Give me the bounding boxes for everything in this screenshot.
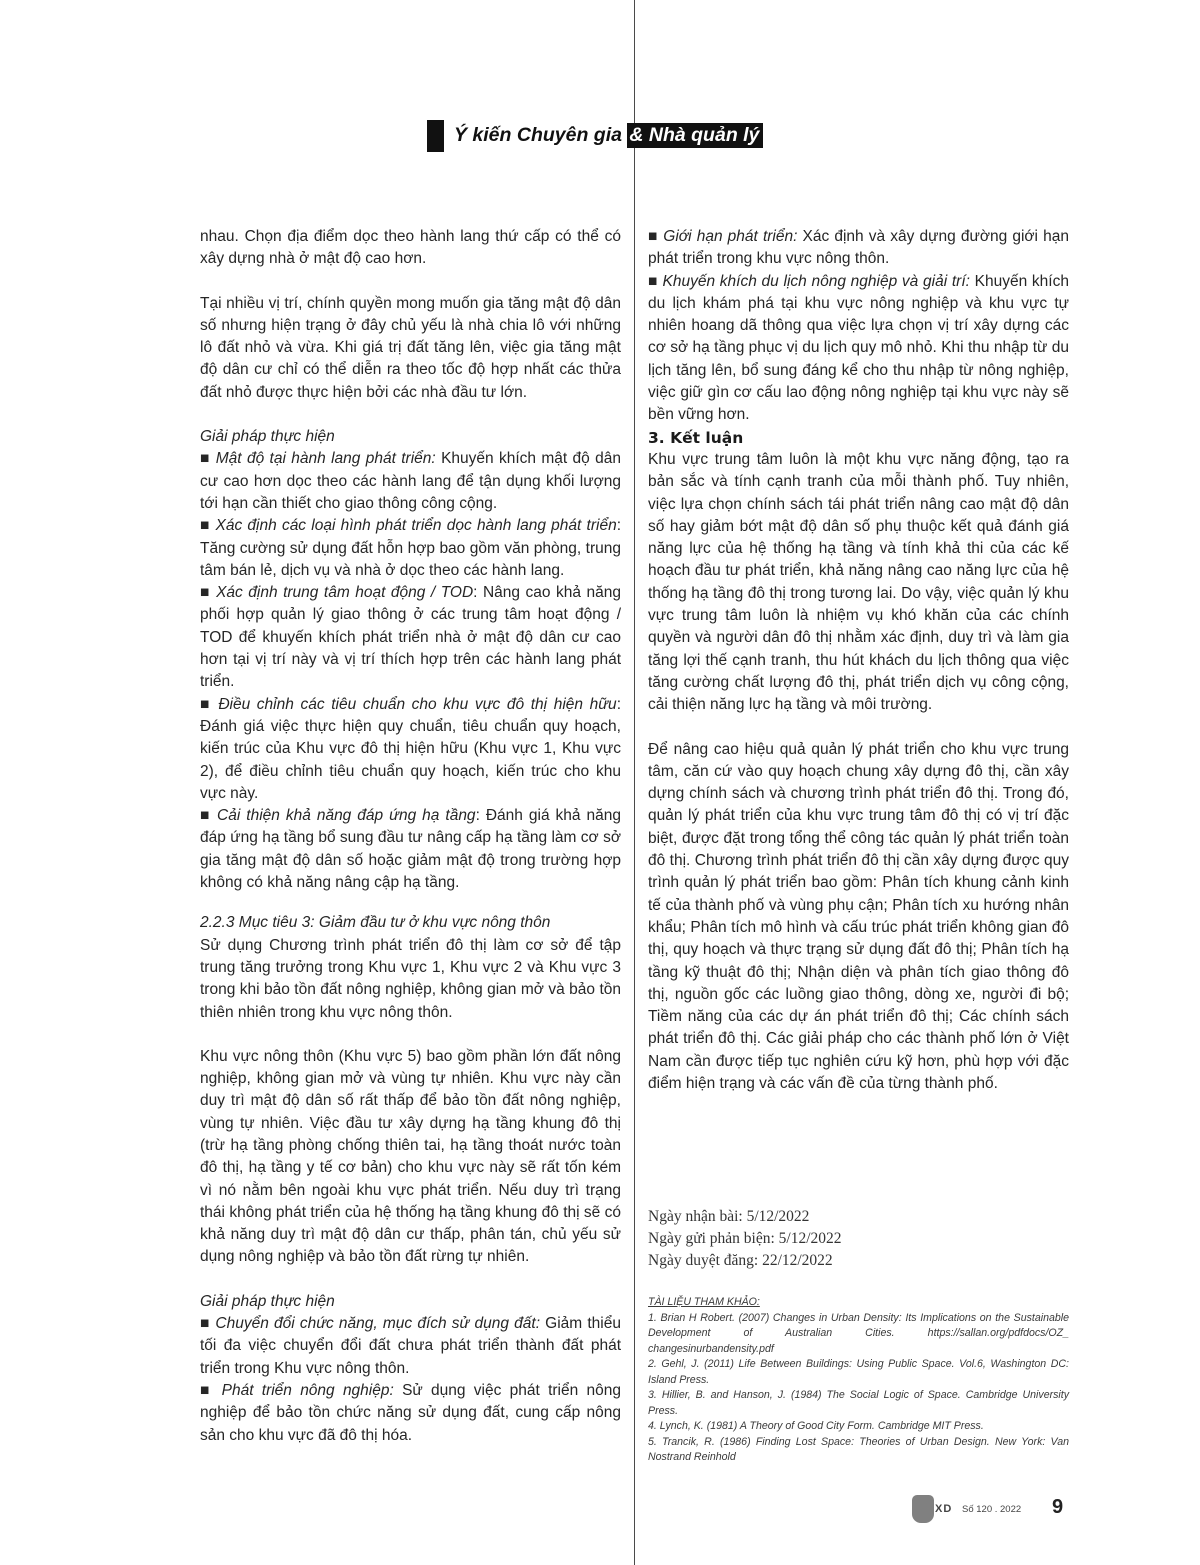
bullet-text: Khuyến khích mật độ dân cư cao hơn dọc theo các hành lang để tận dụng khối lượng tới hạn cần thiết cho giao thông công cộng. [200,450,622,512]
paragraph: Sử dụng Chương trình phát triển đô thị làm cơ sở để tập trung tăng trưởng trong Khu vực 1, Khu vực 2 và Khu vực 3 trong khi bảo tồn đất nông nghiệp, không gian mở và bảo tồn thiên nhiên trong khu vực nông thôn. [200,936,621,1021]
bullet-item [200,515,621,582]
bullet-square-icon: ■ [200,517,211,535]
bullet-item [200,448,621,515]
bullet-square-icon: ■ [648,228,659,245]
bullet-text: : Đánh giá việc thực hiện quy chuẩn, tiêu chuẩn quy hoạch, kiến trúc của Khu vực đô thị hiện hữu (Khu vực 1, Khu vực 2), để điều chỉnh tiêu chuẩn quy hoạch, kiến trúc cho khu vực này. [200,695,621,802]
header-block-mark [427,120,444,152]
bullet-label: Xác định các loại hình phát triển dọc hành lang phát triển [215,517,617,535]
date-review: Ngày gửi phản biện: 5/12/2022 [648,1230,842,1247]
paragraph: nhau. Chọn địa điểm dọc theo hành lang thứ cấp có thể có xây dựng nhà ở mật độ cao hơn. [200,228,621,268]
section-title-part1: Ý kiến Chuyên gia [454,124,622,146]
section-title-part2: & Nhà quản lý [627,123,763,148]
bullet-square-icon: ■ [200,807,212,825]
references-title: TÀI LIỆU THAM KHẢO: [648,1296,760,1308]
reference-item: 5. Trancik, R. (1986) Finding Lost Space: Theories of Urban Design. New York: Van Nostrand Reinhold [648,1435,1069,1463]
column-divider [634,0,635,1565]
bullet-item [200,1313,621,1380]
bullet-text: : Đánh giá khả năng đáp ứng hạ tầng bổ sung đầu tư nâng cấp hạ tầng làm cơ sở gia tăng mật độ dân số hoặc giảm mật độ trong trường hợp không có khả năng nâng cập hạ tầng. [200,807,621,892]
issue-number: Số 120 . 2022 [962,1504,1022,1515]
bullet-text: : Tăng cường sử dụng đất hỗn hợp bao gồm văn phòng, trung tâm bán lẻ, dịch vụ và nhà ở dọc theo các hành lang. [200,517,621,579]
bullet-label: Cải thiện khả năng đáp ứng hạ tầng [217,807,476,825]
bullet-label: Giới hạn phát triển: [663,228,798,245]
bullet-square-icon: ■ [200,1315,211,1333]
subheading: Giải pháp thực hiện [200,428,335,446]
bullet-label: Phát triển nông nghiệp: [221,1381,394,1399]
paragraph: Tại nhiều vị trí, chính quyền mong muốn gia tăng mật độ dân số nhưng hiện trạng ở đây chủ yếu là nhà chia lô với những lô đất nhỏ và vừa. Khi giá trị đất tăng lên, việc gia tăng mật độ dân cư chỉ có thể diễn ra theo tốc độ hợp nhất các thửa đất nhỏ được thực hiện bởi các nhà đầu tư lớn. [200,294,621,401]
bullet-text: Sử dụng việc phát triển nông nghiệp để bảo tồn chức năng sử dụng đất, cung cấp nông sản cho khu vực đã đô thị hóa. [200,1381,621,1444]
date-approved: Ngày duyệt đăng: 22/12/2022 [648,1252,833,1269]
article-dates [648,1206,1069,1272]
bullet-item [200,582,621,693]
paragraph: Khu vực trung tâm luôn là một khu vực năng động, tạo ra bản sắc và tính cạnh tranh của mỗi thành phố. Tuy nhiên, việc lựa chọn chính sách tái phát triển nâng cao mật độ dân số hay giảm bớt mật độ dân số phụ thuộc kết quả đánh giá năng lực của hệ thống hạ tầng và tính khả thi của các kế hoạch đầu tư phát triển, khả năng nâng cao năng lực của hệ thống hạ tầng đô thị trong tương lai. Do vậy, việc quản lý khu vực trung tâm luôn là nhiệm vụ khó khăn của các chính quyền và người dân đô thị nhằm xác định, duy trì và làm gia tăng lợi thế cạnh tranh, thu hút khách du lịch thông qua việc tăng cường chất lượng đô thị, phát triển dịch vụ công cộng, cải thiện năng lực hạ tầng và môi trường. [648,450,1069,714]
left-column [200,226,621,1447]
bullet-square-icon: ■ [200,695,212,713]
bullet-text: Xác định và xây dựng đường giới hạn phát triển trong khu vực nông thôn. [648,228,1069,268]
bullet-text: Giảm thiểu tối đa việc chuyển đổi đất chưa phát triển thành đất phát triển trong Khu vực nông thôn. [200,1315,621,1377]
bullet-item [648,226,1069,271]
bullet-item [200,805,621,894]
reference-item: 1. Brian H Robert. (2007) Changes in Urban Density: Its Implications on the Sustainable Development of Australian Cities. https://sallan.org/pdfdocs/OZ_ changesinurbandensity.pdf [648,1311,1069,1355]
reference-item: 2. Gehl, J. (2011) Life Between Buildings: Using Public Space. Vol.6, Washington DC: Island Press. [648,1358,1069,1386]
page-number: 9 [1052,1496,1064,1518]
date-received: Ngày nhận bài: 5/12/2022 [648,1208,810,1225]
paragraph: Khu vực nông thôn (Khu vực 5) bao gồm phần lớn đất nông nghiệp, không gian mở và vùng tự nhiên. Khu vực này cần duy trì mật độ dân số rất thấp để bảo tồn đất nông nghiệp, vùng tự nhiên. Việc đầu tư xây dựng hạ tầng khung đô thị (trừ hạ tầng phòng chống thiên tai, hạ tầng thoát nước toàn đô thị, hạ tầng y tế cơ bản) cho khu vực này sẽ rất tốn kém vì nó nằm bên ngoài khu vực phát triển. Nếu duy trì trạng thái không phát triển của hệ thống hạ tầng khung đô thị sẽ có khả năng duy trì mật độ dân cư thấp, phân tán, chủ yếu sử dụng nông nghiệp và bảo tồn đất rừng tự nhiên. [200,1047,621,1266]
bullet-label: Mật độ tại hành lang phát triển: [215,450,436,468]
paragraph: Để nâng cao hiệu quả quản lý phát triển cho khu vực trung tâm, căn cứ vào quy hoạch chung xây dựng đô thị, cần xây dựng chính sách và chương trình phát triển đô thị. Trong đó, quản lý phát triển của khu vực trung tâm đô thị có vị trí đặc biệt, được đặt trong tổng thể công tác quản lý phát triển toàn đô thị. Chương trình phát triển đô thị cần xây dựng được quy trình quản lý phát triển bao gồm: Phân tích khung cảnh kinh tế của thành phố và vùng phụ cận; Phân tích xu hướng nhân khẩu; Phân tích mô hình và cấu trúc phát triển không gian đô thị, quy hoạch và thực trạng sử dụng đất đô thị; Phân tích hạ tầng kỹ thuật đô thị; Nhận diện và phân tích giao thông đô thị, nguồn gốc các luồng giao thông, dòng xe, người đi bộ; Tiềm năng của các dự án phát triển đô thị; Các chính sách phát triển đô thị. Các giải pháp cho các thành phố lớn ở Việt Nam cần được tiếp tục nghiên cứu kỹ hơn, phù hợp với đặc điểm hiện trạng và các vấn đề của từng thành phố. [648,740,1069,1092]
references [648,1295,1069,1466]
journal-brand: XD [935,1503,953,1515]
right-column [648,226,1069,1095]
bullet-label: Khuyến khích du lịch nông nghiệp và giải trí: [662,272,970,290]
bullet-label: Điều chỉnh các tiêu chuẩn cho khu vực đô thị hiện hữu [218,695,617,713]
subheading: 2.2.3 Mục tiêu 3: Giảm đầu tư ở khu vực nông thôn [200,914,551,932]
bullet-square-icon: ■ [200,584,211,602]
bullet-label: Xác định trung tâm hoạt động / TOD [216,584,474,602]
bullet-square-icon: ■ [648,272,658,290]
bullet-square-icon: ■ [200,450,211,468]
bullet-text: Khuyến khích du lịch khám phá tại khu vực nông nghiệp và khu vực tự nhiên hoang dã thông qua việc lựa chọn vị trí xây dựng các cơ sở hạ tầng phục vị du lịch quy mô nhỏ. Khi thu nhập từ du lịch tăng lên, bổ sung đáng kể cho thu nhập từ nông nghiệp, việc giữ gìn cơ cấu lao động nông nghiệp tại khu vực này sẽ bền vững hơn. [648,272,1069,424]
bullet-item [200,694,621,805]
conclusion-heading: 3. Kết luận [648,428,744,447]
page-footer [912,1495,1072,1523]
reference-item: 4. Lynch, K. (1981) A Theory of Good City Form. Cambridge MIT Press. [648,1420,984,1432]
journal-logo-icon [912,1495,934,1523]
bullet-label: Chuyển đổi chức năng, mục đích sử dụng đất: [215,1315,541,1333]
bullet-item [200,1380,621,1447]
section-title [454,124,763,147]
subheading: Giải pháp thực hiện [200,1292,335,1310]
reference-item: 3. Hillier, B. and Hanson, J. (1984) The Social Logic of Space. Cambridge University Press. [648,1389,1069,1417]
bullet-text: : Nâng cao khả năng phối hợp quản lý giao thông ở các trung tâm hoạt động / TOD để khuyến khích phát triển nhà ở mật độ dân cư cao hơn tại vị trí này và vị trí thích hợp trên các hành lang phát triển. [200,584,621,691]
bullet-item [648,271,1069,427]
bullet-square-icon: ■ [200,1381,214,1399]
